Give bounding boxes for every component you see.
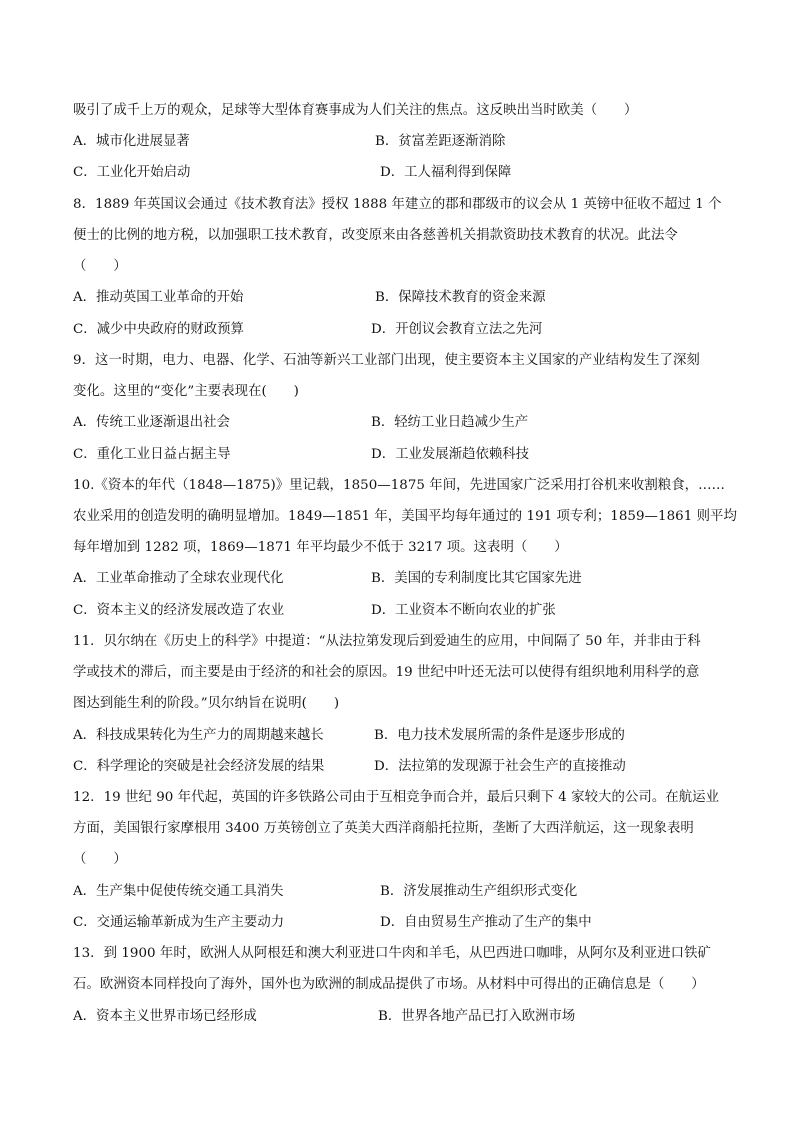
option-8c: C．减少中央政府的财政预算	[73, 322, 244, 337]
option-9d: D．工业发展渐趋依赖科技	[371, 447, 530, 462]
option-10d: D．工业资本不断向农业的扩张	[371, 603, 556, 618]
question-12-stem-line3: （ ）	[73, 852, 127, 867]
option-11b: B．电力技术发展所需的条件是逐步形成的	[374, 728, 625, 743]
option-8a: A．推动英国工业革命的开始	[73, 290, 244, 305]
option-13b: B．世界各地产品已打入欧洲市场	[378, 1009, 576, 1024]
question-10-stem-line2: 农业采用的创造发明的确明显增加。1849—1851 年，美国平均每年通过的 191 项专利；1859—1861 则平均	[73, 509, 737, 524]
option-7a: A．城市化进展显著	[73, 134, 190, 149]
question-10-stem-line3: 每年增加到 1282 项，1869—1871 年平均最少不低于 3217 项。这表明（ ）	[73, 540, 568, 555]
option-8b: B．保障技术教育的资金来源	[375, 290, 546, 305]
question-8-stem-line2: 便士的比例的地方税，以加强职工技术教育，改变原来由各慈善机关捐款资助技术教育的状况。此法令	[73, 228, 678, 243]
option-10c: C．资本主义的经济发展改造了农业	[73, 603, 285, 618]
option-9a: A．传统工业逐渐退出社会	[73, 415, 230, 430]
option-7d: D．工人福利得到保障	[380, 165, 512, 180]
question-7-stem: 吸引了成千上万的观众，足球等大型体育赛事成为人们关注的焦点。这反映出当时欧美（ ）	[73, 103, 638, 118]
option-9c: C．重化工业日益占据主导	[73, 447, 231, 462]
question-13-stem-line1: 13．到 1900 年时，欧洲人从阿根廷和澳大利亚进口牛肉和羊毛，从巴西进口咖啡，从阿尔及利亚进口铁矿	[73, 946, 711, 961]
option-8d: D．开创议会教育立法之先河	[371, 322, 543, 337]
question-9-stem-line1: 9．这一时期，电力、电器、化学、石油等新兴工业部门出现，使主要资本主义国家的产业结构发生了深刻	[73, 353, 700, 368]
option-10b: B．美国的专利制度比其它国家先进	[371, 571, 582, 586]
question-10-stem-line1: 10.《资本的年代（1848—1875)》里记载，1850—1875 年间，先进国家广泛采用打谷机来收割粮食，……	[73, 478, 725, 493]
option-11a: A．科技成果转化为生产力的周期越来越长	[73, 728, 324, 743]
question-9-stem-line2: 变化。这里的“变化”主要表现在( )	[73, 384, 299, 399]
question-8-stem-line1: 8．1889 年英国议会通过《技术教育法》授权 1888 年建立的郡和郡级市的议会从 1 英镑中征收不超过 1 个	[73, 197, 722, 212]
question-12-stem-line2: 方面，美国银行家摩根用 3400 万英镑创立了英美大西洋商船托拉斯，垄断了大西洋航运，这一现象表明	[73, 821, 694, 836]
option-11d: D．法拉第的发现源于社会生产的直接推动	[374, 759, 626, 774]
option-11c: C．科学理论的突破是社会经济发展的结果	[73, 759, 325, 774]
option-10a: A．工业革命推动了全球农业现代化	[73, 571, 284, 586]
option-12a: A．生产集中促使传统交通工具消失	[73, 884, 284, 899]
question-8-stem-line3: （ ）	[73, 259, 127, 274]
question-13-stem-line2: 石。欧洲资本同样投向了海外，国外也为欧洲的制成品提供了市场。从材料中可得出的正确信息是（ ）	[73, 977, 705, 992]
option-12d: D．自由贸易生产推动了生产的集中	[380, 915, 592, 930]
option-9b: B．轻纺工业日趋减少生产	[371, 415, 529, 430]
option-13a: A．资本主义世界市场已经形成	[73, 1009, 257, 1024]
option-7c: C．工业化开始启动	[73, 165, 191, 180]
question-12-stem-line1: 12．19 世纪 90 年代起，英国的许多铁路公司由于互相竞争而合并，最后只剩下 4 家较大的公司。在航运业	[73, 790, 720, 805]
question-11-stem-line2: 学或技术的滞后，而主要是由于经济的和社会的原因。19 世纪中叶还无法可以使得有组织地利用科学的意	[73, 665, 700, 680]
question-11-stem-line1: 11．贝尔纳在《历史上的科学》中提道：“从法拉第发现后到爱迪生的应用，中间隔了 50 年，并非由于科	[73, 634, 701, 649]
option-7b: B．贫富差距逐渐消除	[375, 134, 506, 149]
option-12b: B．济发展推动生产组织形式变化	[380, 884, 578, 899]
option-12c: C．交通运输革新成为生产主要动力	[73, 915, 285, 930]
question-11-stem-line3: 图达到能生利的阶段。”贝尔纳旨在说明( )	[73, 696, 340, 711]
